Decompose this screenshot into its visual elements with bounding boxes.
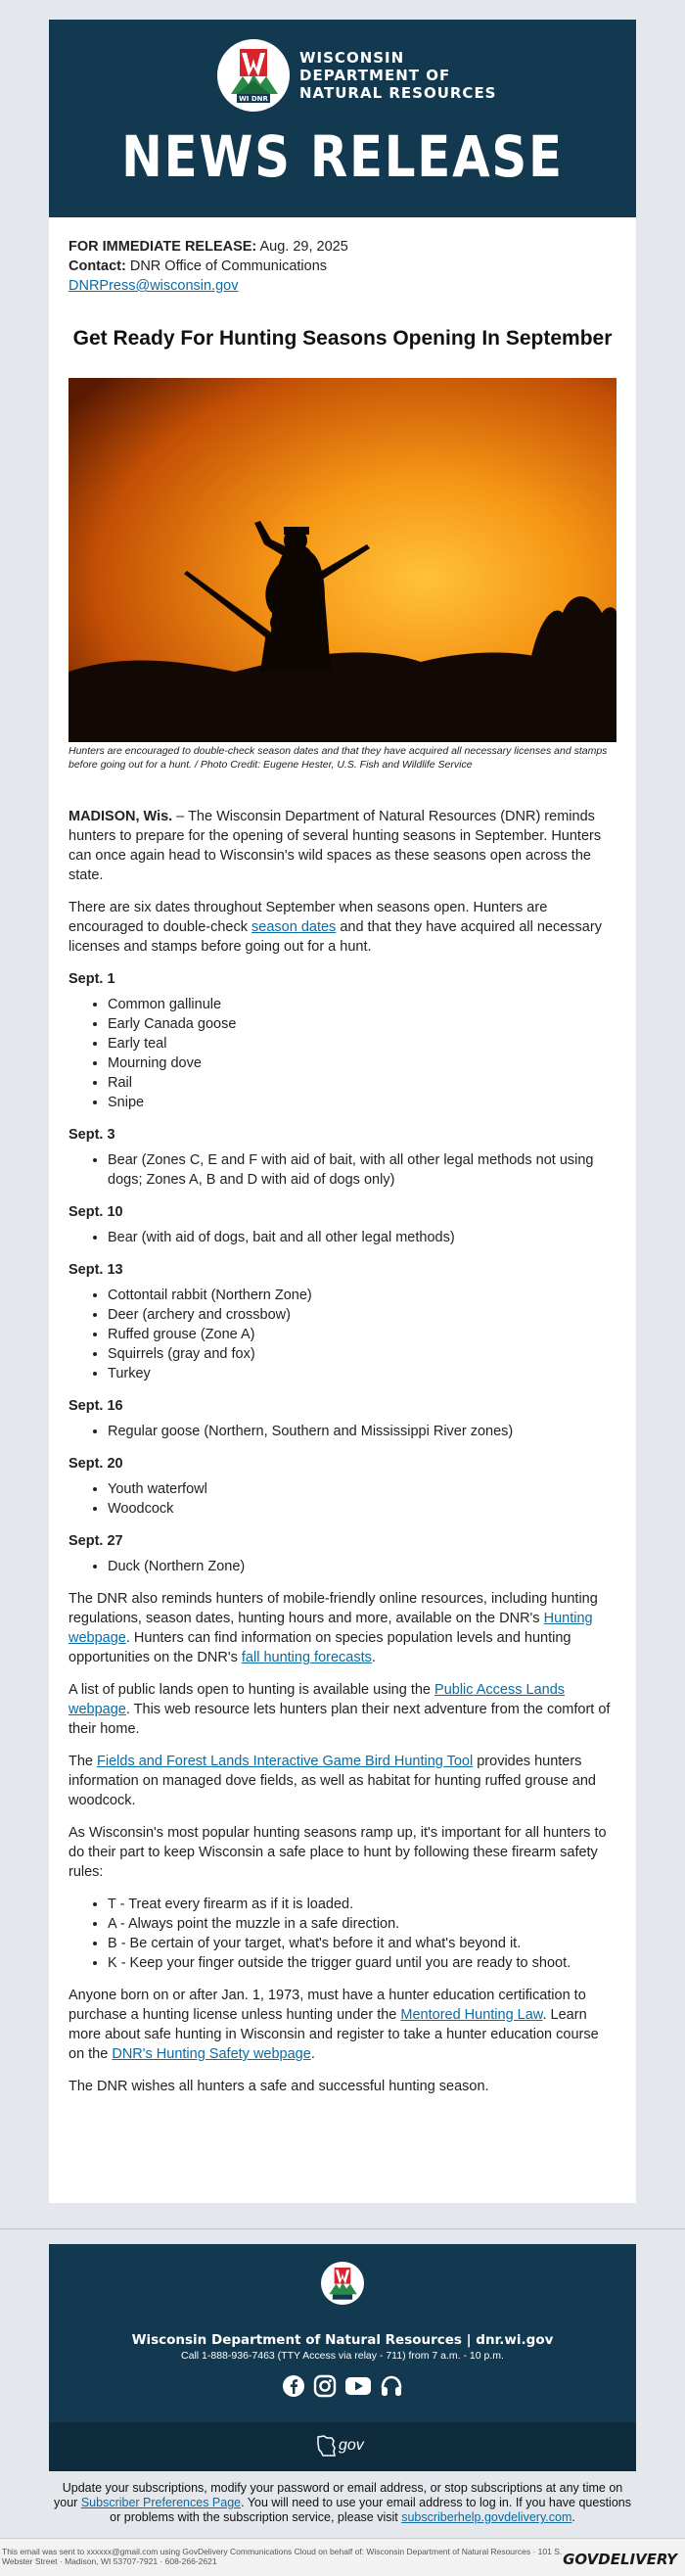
sunset-hunters-image (68, 378, 616, 742)
date-heading: Sept. 13 (68, 1262, 123, 1278)
species-list (68, 1479, 616, 1519)
subscriber-preferences-link[interactable]: Subscriber Preferences Page (80, 2496, 242, 2509)
species-list (68, 995, 616, 1112)
list-item: • Youth waterfowl (108, 1479, 616, 1499)
wisconsin-state-icon (315, 2434, 337, 2458)
closing-paragraph: The DNR wishes all hunters a safe and successful hunting season. (68, 2079, 489, 2094)
list-item: • Woodcock (108, 1499, 616, 1519)
date-heading: Sept. 27 (68, 1533, 123, 1549)
list-item: • B - Be certain of your target, what's before it and what's beyond it. (108, 1934, 616, 1953)
svg-text:WI DNR: WI DNR (239, 95, 268, 103)
mentored-hunting-law-link[interactable]: Mentored Hunting Law (400, 2007, 543, 2023)
season-dates-paragraph: There are six dates throughout September when seasons open. Hunters are encouraged to double-check season dates and that they have acquired all necessary licenses and stamps before going out for a hunt. (68, 900, 602, 955)
species-list (68, 1286, 616, 1383)
list-item: • Common gallinule (108, 995, 616, 1014)
list-item: • Squirrels (gray and fox) (108, 1344, 616, 1364)
date-heading: Sept. 10 (68, 1204, 123, 1220)
release-meta: FOR IMMEDIATE RELEASE: Aug. 29, 2025 Contact: DNR Office of Communications DNRPress@wisconsin.gov (68, 239, 348, 294)
list-item: • T - Treat every firearm as if it is loaded. (108, 1895, 616, 1914)
list-item: • Ruffed grouse (Zone A) (108, 1325, 616, 1344)
public-access-lands-link[interactable]: Public Access Lands webpage (68, 1682, 566, 1717)
public-lands-paragraph: A list of public lands open to hunting is available using the Public Access Lands webpage. This web resource lets hunters plan their next adventure from the comfort of their home. (68, 1682, 611, 1737)
subscription-notice: Update your subscriptions, modify your password or email address, or stop subscriptions at any time on your Subscriber Preferences Page. You will need to use your email address to log in. If you have questions or problems with the subscription service, please visit subscriberhelp.govdelivery.com. (54, 2481, 631, 2524)
species-list (68, 1150, 616, 1190)
release-date: Aug. 29, 2025 (259, 239, 348, 255)
wisconsin-gov-bar (49, 2422, 636, 2471)
divider (0, 2228, 685, 2229)
list-item: • Rail (108, 1073, 616, 1093)
date-heading: Sept. 3 (68, 1127, 115, 1143)
footer (49, 2244, 636, 2422)
facebook-icon[interactable] (282, 2374, 305, 2398)
resources-paragraph: The DNR also reminds hunters of mobile-friendly online resources, including hunting regulations, season dates, hunting hours and more, available on the DNR's Hunting webpage. Hunters can find information on species population levels and hunting opportunities on the DNR's fall hunting forecasts. (68, 1591, 598, 1665)
list-item: • Turkey (108, 1364, 616, 1383)
intro-paragraph: MADISON, Wis. – The Wisconsin Department of Natural Resources (DNR) reminds hunters to prepare for the opening of several hunting seasons in September. Hunters can once again head to Wisconsin's wild spaces as these seasons open across the state. (68, 809, 602, 883)
subscriber-help-link[interactable]: subscriberhelp.govdelivery.com (401, 2510, 572, 2524)
list-item: • Mourning dove (108, 1054, 616, 1073)
delivery-footer (0, 2538, 685, 2576)
agency-name: WISCONSIN DEPARTMENT OF NATURAL RESOURCES (299, 49, 497, 102)
list-item: • Early teal (108, 1034, 616, 1054)
instagram-icon[interactable] (313, 2374, 337, 2398)
podcast-headphones-icon[interactable] (380, 2374, 403, 2398)
dnr-logo-row (217, 39, 497, 112)
header-banner (49, 20, 636, 217)
news-card (49, 20, 636, 2203)
list-item: • Snipe (108, 1093, 616, 1112)
safety-intro-paragraph: As Wisconsin's most popular hunting seasons ramp up, it's important for all hunters to do their part to keep Wisconsin a safe place to hunt by following these firearm safety rules: (68, 1825, 607, 1880)
date-heading: Sept. 1 (68, 971, 115, 987)
list-item: • Bear (with aid of dogs, bait and all other legal methods) (108, 1228, 616, 1247)
species-list (68, 1557, 616, 1576)
hunting-webpage-link[interactable]: Hunting webpage (68, 1611, 593, 1646)
list-item: • Regular goose (Northern, Southern and Mississippi River zones) (108, 1422, 616, 1441)
species-list (68, 1422, 616, 1441)
hunters-photo (68, 378, 616, 742)
delivery-notice: This email was sent to xxxxxx@gmail.com using GovDelivery Communications Cloud on behalf of: Wisconsin Department of Natural Resources · 101 S. Webster Street · Madison, WI 53707-7921 · 608-266-2621 (2, 2547, 563, 2566)
list-item: • Bear (Zones C, E and F with aid of bait, with all other legal methods not using dogs; Zones A, B and D with aid of dogs only) (108, 1150, 616, 1190)
govdelivery-logo[interactable]: GOVDELIVERY (563, 2551, 677, 2568)
headline: Get Ready For Hunting Seasons Opening In September (72, 327, 613, 350)
press-email-link[interactable]: DNRPress@wisconsin.gov (68, 278, 239, 294)
dnr-logo (217, 39, 290, 112)
article-body (49, 807, 636, 2096)
list-item: • Duck (Northern Zone) (108, 1557, 616, 1576)
list-item: • A - Always point the muzzle in a safe direction. (108, 1914, 616, 1934)
wi-gov-logo[interactable]: gov (315, 2434, 364, 2458)
contact: DNR Office of Communications (129, 258, 328, 274)
date-heading: Sept. 20 (68, 1456, 123, 1472)
season-dates-link[interactable]: season dates (251, 919, 337, 935)
hunting-safety-webpage-link[interactable]: DNR's Hunting Safety webpage (112, 2046, 311, 2062)
footer-org: Wisconsin Department of Natural Resources | dnr.wi.gov (131, 2332, 554, 2348)
list-item: • Early Canada goose (108, 1014, 616, 1034)
game-bird-tool-link[interactable]: Fields and Forest Lands Interactive Game Bird Hunting Tool (97, 1754, 474, 1769)
footer-dnr-logo[interactable] (321, 2262, 364, 2305)
fall-hunting-forecasts-link[interactable]: fall hunting forecasts (241, 1650, 372, 1665)
tabk-safety-list (68, 1895, 616, 1973)
dnr-logo-icon (217, 39, 290, 112)
season-dates-list (68, 969, 616, 1576)
social-links (282, 2374, 403, 2398)
footer-phone: Call 1-888-936-7463 (TTY Access via relay - 711) from 7 a.m. - 10 p.m. (181, 2350, 504, 2362)
youtube-icon[interactable] (344, 2374, 372, 2398)
species-list (68, 1228, 616, 1247)
list-item: • K - Keep your finger outside the trigger guard until you are ready to shoot. (108, 1953, 616, 1973)
date-heading: Sept. 16 (68, 1398, 123, 1414)
list-item: • Deer (archery and crossbow) (108, 1305, 616, 1325)
photo-caption: Hunters are encouraged to double-check season dates and that they have acquired all necessary licenses and stamps before going out for a hunt. / Photo Credit: Eugene Hester, U.S. Fish and Wildlife Service (68, 745, 608, 771)
hunter-education-paragraph: Anyone born on or after Jan. 1, 1973, must have a hunter education certification to purchase a hunting license unless hunting under the Mentored Hunting Law. Learn more about safe hunting in Wisconsin and register to take a hunter education course on the DNR's Hunting Safety webpage. (68, 1988, 599, 2062)
game-bird-tool-paragraph: The Fields and Forest Lands Interactive Game Bird Hunting Tool provides hunters information on managed dove fields, as well as habitat for hunting ruffed grouse and woodcock. (68, 1754, 596, 1808)
dnr-logo-icon (321, 2262, 364, 2305)
list-item: • Cottontail rabbit (Northern Zone) (108, 1286, 616, 1305)
news-release-title: NEWS RELEASE (121, 123, 564, 190)
